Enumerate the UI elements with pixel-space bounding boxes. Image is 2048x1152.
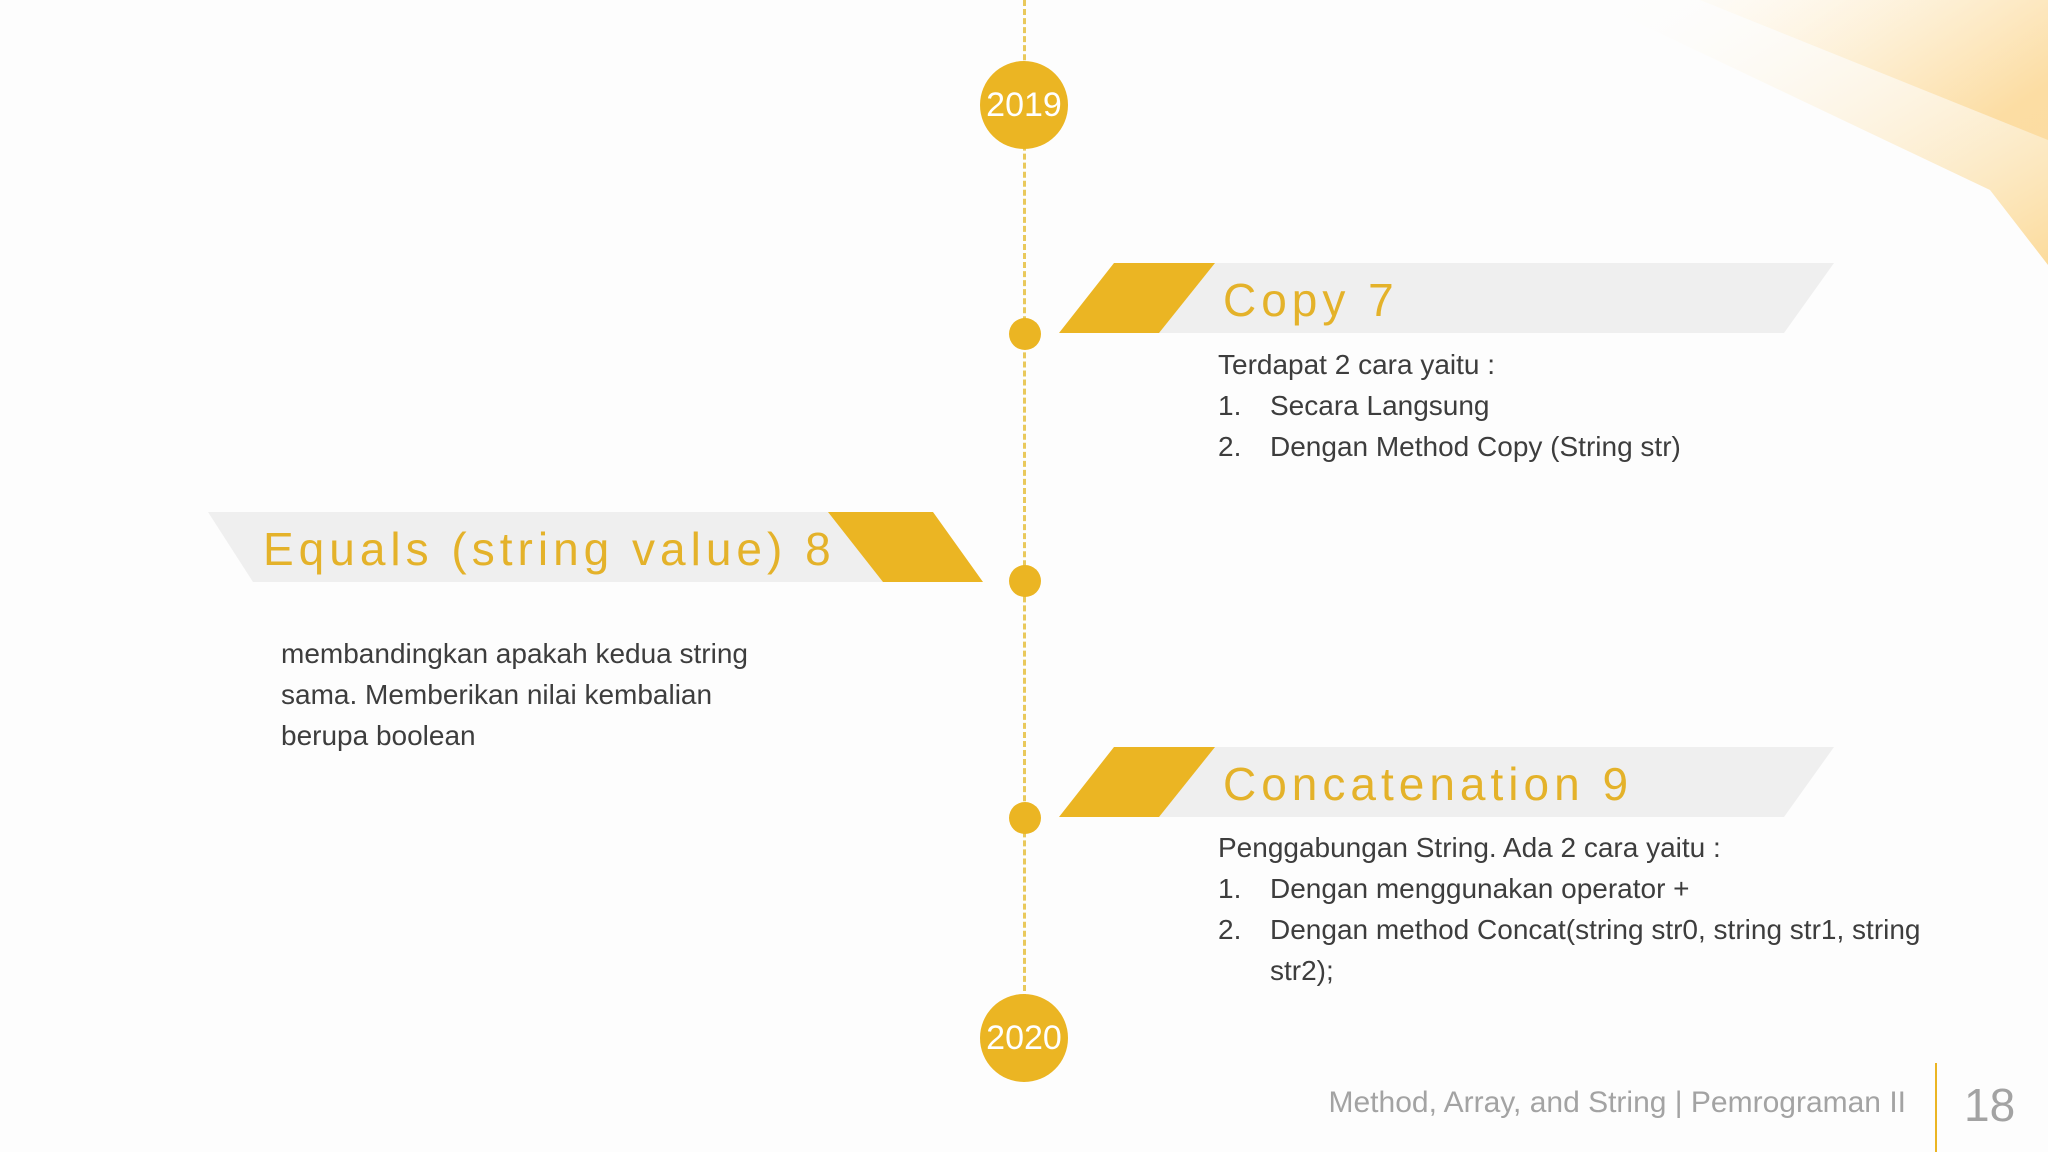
list-item [1218, 909, 1978, 991]
content-equals: membandingkan apakah kedua string sama. Memberikan nilai kembalian berupa boolean [281, 638, 748, 751]
heading-equals: Equals (string value) 8 [263, 523, 836, 575]
concatenation-list [1218, 868, 1978, 991]
timeline-dot-copy [1009, 318, 1041, 350]
year-marker-end: 2020 [980, 994, 1068, 1082]
copy-intro: Terdapat 2 cara yaitu : [1218, 349, 1496, 380]
copy-list [1218, 385, 1978, 467]
list-number: 1. [1218, 390, 1242, 421]
content-concatenation [1218, 827, 1978, 991]
timeline-line [1023, 0, 1026, 1000]
list-number: 2. [1218, 914, 1242, 945]
list-text: Dengan Method Copy (String str) [1270, 431, 1681, 462]
list-text: Dengan method Concat(string str0, string str1, string str2); [1270, 914, 1921, 986]
footer-divider [1935, 1063, 1937, 1152]
page-number: 18 [1964, 1079, 2016, 1131]
heading-copy: Copy 7 [1223, 274, 1399, 326]
content-copy [1218, 344, 1978, 467]
list-item [1218, 385, 1978, 426]
list-text: Dengan menggunakan operator + [1270, 873, 1690, 904]
list-text: Secara Langsung [1270, 390, 1490, 421]
heading-concatenation: Concatenation 9 [1223, 758, 1634, 810]
year-marker-start: 2019 [980, 61, 1068, 149]
concatenation-intro: Penggabungan String. Ada 2 cara yaitu : [1218, 832, 1721, 863]
list-number: 1. [1218, 873, 1242, 904]
timeline-dot-concatenation [1009, 802, 1041, 834]
timeline-dot-equals [1009, 565, 1041, 597]
list-number: 2. [1218, 431, 1242, 462]
list-item [1218, 426, 1978, 467]
footer-title: Method, Array, and String | Pemrograman II [1328, 1086, 1906, 1119]
banner-copy [1059, 263, 1859, 335]
list-item [1218, 868, 1978, 909]
